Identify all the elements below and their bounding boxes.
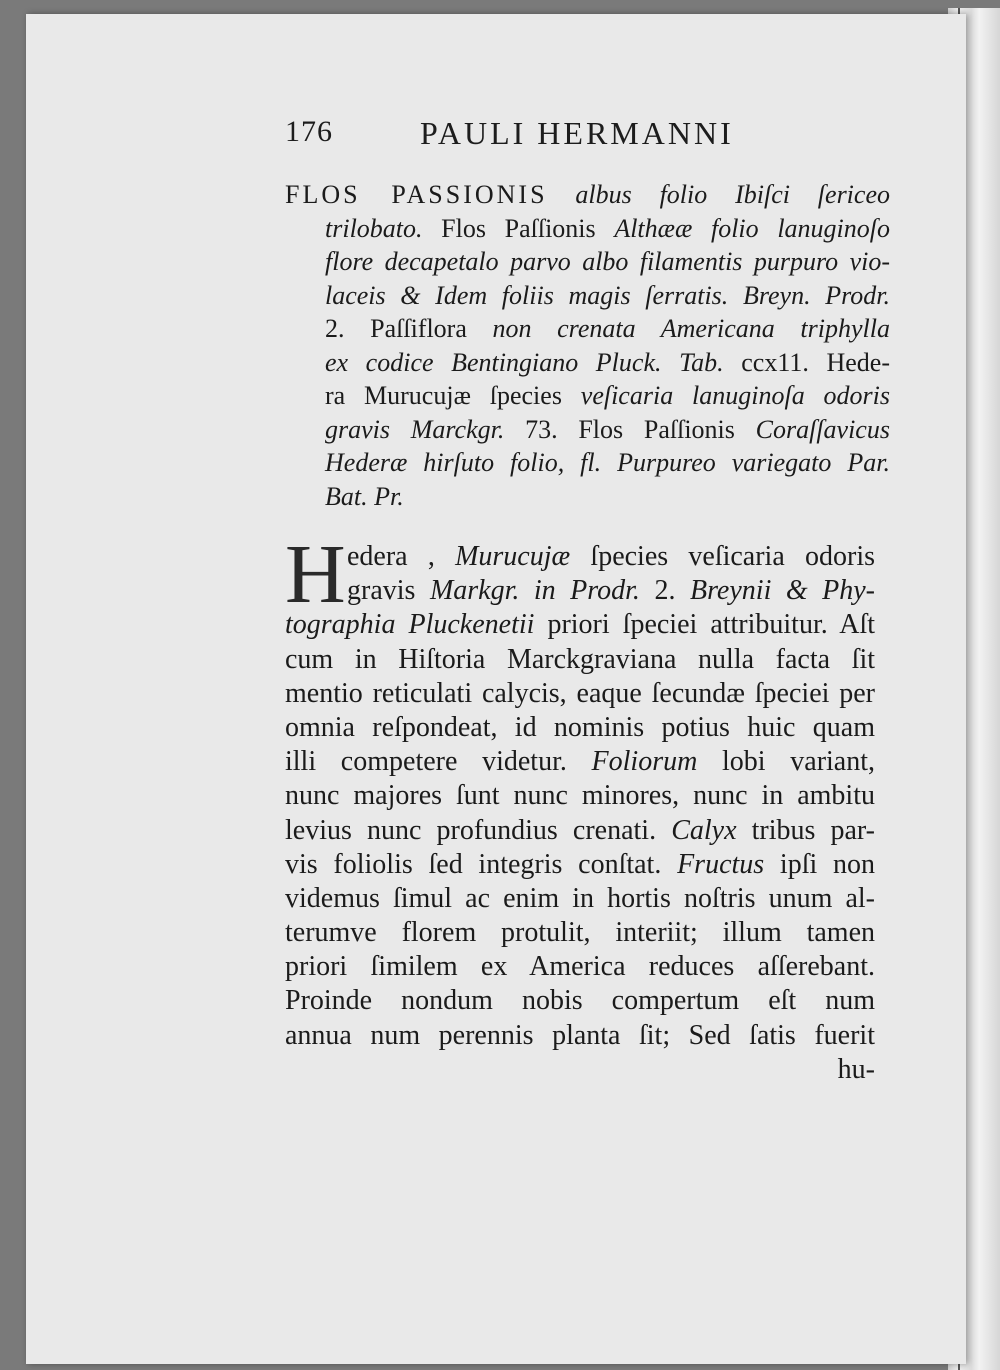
body-line: nunc majores ſunt nunc minores, nunc in ambitu — [285, 780, 875, 812]
syn-text: trilobato. — [325, 213, 423, 243]
syn-line-1 — [285, 178, 890, 212]
body-paragraph — [285, 528, 875, 1087]
drop-cap: H — [285, 528, 346, 621]
syn-line-2 — [285, 212, 890, 246]
body-line: terumve florem protulit, interiit; illum tamen — [285, 917, 875, 949]
body-line: Proinde nondum nobis compertum eſt num — [285, 985, 875, 1017]
syn-text: 73. Flos Paſſionis — [504, 414, 756, 444]
syn-line-5 — [285, 312, 890, 346]
catchword: hu- — [837, 1053, 875, 1085]
body-line: vis foliolis ſed integris conſtat. Fructus ipſi non — [285, 848, 875, 880]
body-line: illi competere videtur. Foliorum lobi variant, — [285, 746, 875, 778]
syn-text: ccx11. Hede- — [723, 347, 890, 377]
body-line: cum in Hiſtoria Marckgraviana nulla facta ſit — [285, 643, 875, 675]
body-line: gravis Markgr. in Prodr. 2. Breynii & Phy- — [347, 575, 875, 607]
syn-text: 2. Paſſiflora — [325, 314, 493, 343]
syn-line-6 — [285, 346, 890, 380]
syn-text: non crenata Americana triphylla — [492, 314, 890, 343]
body-line: mentio reticulati calycis, eaque ſecundæ ſpeciei per — [285, 677, 875, 709]
syn-line-10: Bat. Pr. — [325, 481, 404, 511]
body-line: annua num perennis planta ſit; Sed ſatis fuerit — [285, 1019, 875, 1051]
syn-text: veſicaria lanuginoſa odoris — [580, 381, 890, 410]
syn-line-7 — [285, 379, 890, 413]
syn-text: ex codice Bentingiano Pluck. Tab. — [325, 347, 724, 377]
body-line: videmus ſimul ac enim in hortis noſtris unum al- — [285, 882, 875, 914]
syn-text: Althææ folio lanuginoſo — [614, 213, 890, 243]
syn-line-4: laceis & Idem foliis magis ſerratis. Breyn. Prodr. — [325, 280, 890, 310]
page-number: 176 — [285, 115, 333, 148]
taxon-name: FLOS PASSIONIS — [285, 180, 548, 209]
body-line: tographia Pluckenetii priori ſpeciei attribuitur. Aſt — [285, 609, 875, 641]
syn-text: albus folio Ibiſci ſericeo — [547, 180, 890, 209]
running-head: PAULI HERMANNI — [420, 115, 734, 151]
body-line: omnia reſpondeat, id nominis potius huic quam — [285, 711, 875, 743]
syn-text: gravis Marckgr. — [325, 414, 505, 444]
syn-text: Coraſſavicus — [755, 414, 890, 444]
page-header — [285, 115, 885, 155]
body-line: priori ſimilem ex America reduces aſſerebant. — [285, 951, 875, 983]
body-line: levius nunc profundius crenati. Calyx tribus par- — [285, 814, 875, 846]
synonymy-block — [285, 178, 890, 513]
body-line: edera , Murucujæ ſpecies veſicaria odoris — [347, 541, 875, 572]
syn-line-8 — [285, 413, 890, 447]
syn-text: ra Murucujæ ſpecies — [325, 381, 581, 410]
syn-text: Flos Paſſionis — [422, 213, 615, 243]
syn-line-9: Hederæ hirſuto folio, fl. Purpureo variegato Par. — [325, 448, 890, 477]
syn-line-3: flore decapetalo parvo albo filamentis purpuro vio- — [325, 247, 890, 276]
